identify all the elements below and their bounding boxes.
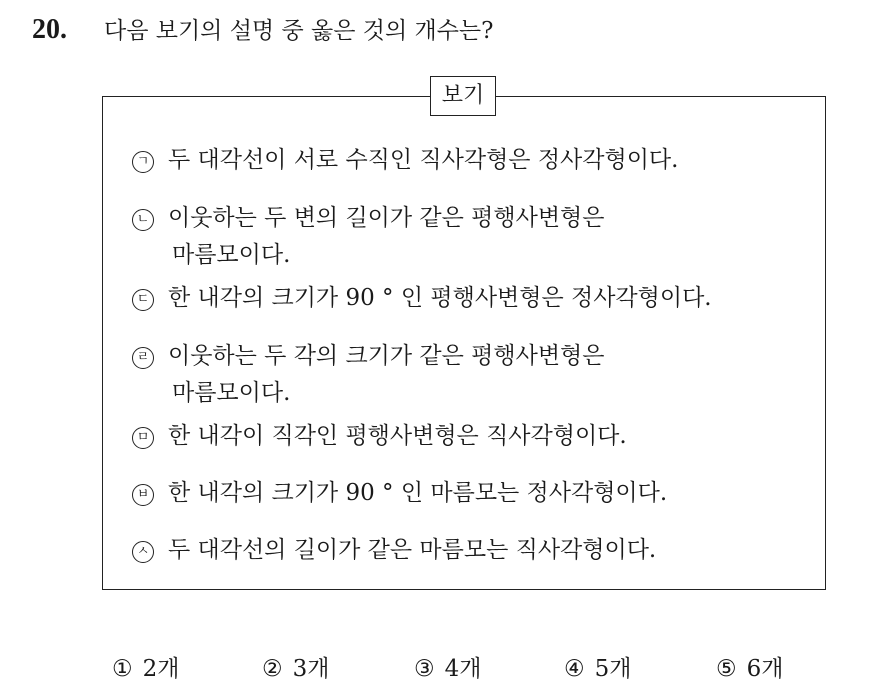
choice-label: 2개 (142, 656, 180, 682)
question-text: 다음 보기의 설명 중 옳은 것의 개수는? (104, 18, 494, 44)
bogi-item-2 (132, 198, 604, 238)
bogi-item-2-continuation: 마름모이다. (172, 242, 291, 268)
answer-choice-4[interactable] (564, 652, 631, 686)
bogi-item-text: 한 내각이 직각인 평행사변형은 직사각형이다. (168, 423, 627, 449)
choice-number: ③ (414, 656, 435, 682)
circled-marker-icon: ㄷ (132, 289, 154, 311)
bogi-item-text: 한 내각의 크기가 90 ° 인 평행사변형은 정사각형이다. (168, 285, 712, 311)
bogi-item-6 (132, 473, 667, 513)
bogi-item-5 (132, 416, 627, 456)
bogi-item-4 (132, 336, 604, 376)
bogi-item-1 (132, 140, 678, 180)
bogi-item-text: 이웃하는 두 변의 길이가 같은 평행사변형은 (168, 205, 605, 231)
answer-choice-3[interactable] (414, 652, 481, 686)
bogi-title: 보기 (430, 76, 496, 116)
bogi-item-4-continuation: 마름모이다. (172, 380, 291, 406)
question-number: 20. (32, 14, 67, 45)
circled-marker-icon: ㅅ (132, 541, 154, 563)
circled-marker-icon: ㅁ (132, 427, 154, 449)
answer-choice-2[interactable] (262, 652, 329, 686)
bogi-item-text: 두 대각선의 길이가 같은 마름모는 직사각형이다. (168, 537, 657, 563)
bogi-item-3 (132, 278, 712, 318)
circled-marker-icon: ㄱ (132, 151, 154, 173)
circled-marker-icon: ㄹ (132, 347, 154, 369)
bogi-item-text: 두 대각선이 서로 수직인 직사각형은 정사각형이다. (168, 147, 679, 173)
choice-number: ④ (564, 656, 585, 682)
circled-marker-icon: ㄴ (132, 209, 154, 231)
choice-label: 6개 (746, 656, 784, 682)
circled-marker-icon: ㅂ (132, 484, 154, 506)
bogi-item-text: 이웃하는 두 각의 크기가 같은 평행사변형은 (168, 343, 605, 369)
bogi-item-text: 한 내각의 크기가 90 ° 인 마름모는 정사각형이다. (168, 480, 668, 506)
choice-label: 5개 (594, 656, 632, 682)
choice-number: ① (112, 656, 133, 682)
choice-number: ⑤ (716, 656, 737, 682)
choice-label: 4개 (444, 656, 482, 682)
answer-choice-1[interactable] (112, 652, 179, 686)
answer-choice-5[interactable] (716, 652, 783, 686)
bogi-item-7 (132, 530, 656, 570)
choice-number: ② (262, 656, 283, 682)
choice-label: 3개 (292, 656, 330, 682)
